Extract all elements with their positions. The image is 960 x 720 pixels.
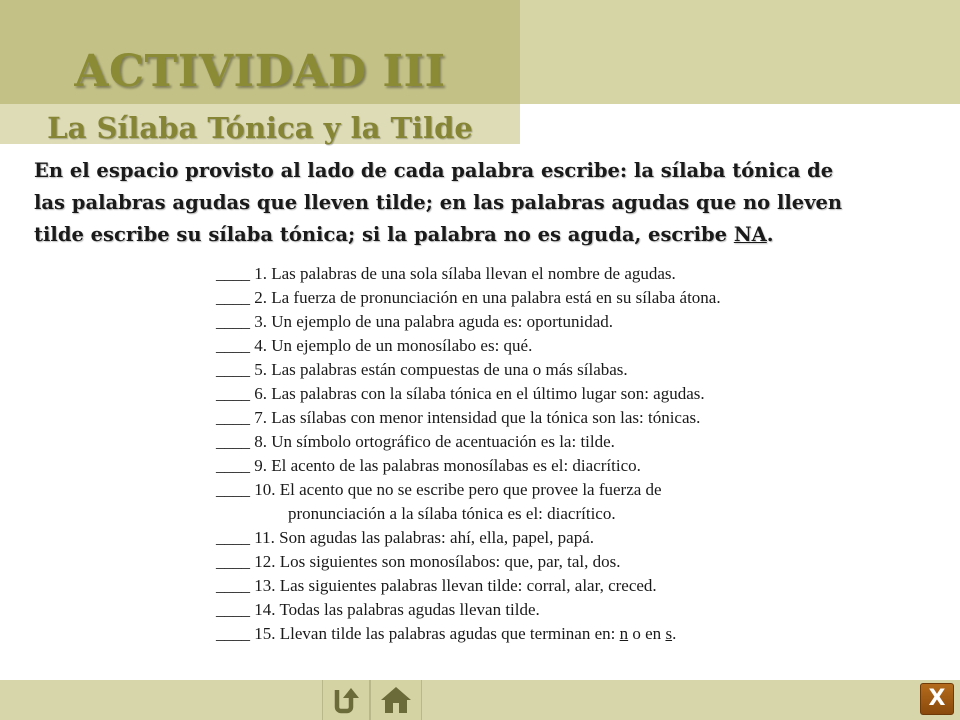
question-item: ____ 12. Los siguientes son monosílabos: que, par, tal, dos. xyxy=(216,552,621,571)
question-item: ____ 7. Las sílabas con menor intensidad que la tónica son las: tónicas. xyxy=(216,408,701,427)
question-item: ____ 3. Un ejemplo de una palabra aguda es: oportunidad. xyxy=(216,312,614,331)
question-item: ____ 14. Todas las palabras agudas llevan tilde. xyxy=(216,600,540,619)
question-item: ____ 10. El acento que no se escribe pero que provee la fuerza de xyxy=(216,480,662,499)
question-15-end: . xyxy=(672,624,677,643)
question-item: ____ 13. Las siguientes palabras llevan tilde: corral, alar, creced. xyxy=(216,576,657,595)
question-item: ____ 1. Las palabras de una sola sílaba llevan el nombre de agudas. xyxy=(216,264,676,283)
question-15-prefix: ____ 15. Llevan tilde las palabras agudas que terminan en: xyxy=(216,624,620,643)
question-item: ____ 6. Las palabras con la sílaba tónica en el último lugar son: agudas. xyxy=(216,384,705,403)
bottom-bar xyxy=(0,680,960,720)
question-15-s: s xyxy=(665,624,673,643)
question-15-n: n xyxy=(619,624,629,643)
instructions xyxy=(34,155,864,251)
page-subtitle: La Sílaba Tónica y la Tilde xyxy=(47,111,473,145)
page-title: ACTIVIDAD III xyxy=(74,46,446,97)
close-icon: X xyxy=(928,686,946,711)
back-button[interactable] xyxy=(322,680,370,720)
question-item: ____ 9. El acento de las palabras monosílabas es el: diacrítico. xyxy=(216,456,641,475)
question-item: ____ 2. La fuerza de pronunciación en una palabra está en su sílaba átona. xyxy=(216,288,721,307)
question-item: ____ 5. Las palabras están compuestas de una o más sílabas. xyxy=(216,360,628,379)
instructions-text: En el espacio provisto al lado de cada palabra escribe: la sílaba tónica de las palabras agudas que lleven tilde; en las palabras agudas que no lleven tilde escribe su sílaba tónica; si la palabra no es aguda, escribe xyxy=(34,159,843,246)
close-button[interactable] xyxy=(920,683,954,715)
home-icon xyxy=(379,685,413,715)
instructions-na: NA xyxy=(733,223,767,246)
return-arrow-icon xyxy=(331,685,361,715)
question-list xyxy=(216,262,916,646)
header-band-right xyxy=(520,0,960,104)
question-item-15 xyxy=(216,622,916,646)
question-15-middle: o en xyxy=(628,624,666,643)
home-button[interactable] xyxy=(370,680,422,720)
question-item: ____ 4. Un ejemplo de un monosílabo es: qué. xyxy=(216,336,533,355)
instructions-end: . xyxy=(766,223,774,246)
question-item: ____ 8. Un símbolo ortográfico de acentuación es la: tilde. xyxy=(216,432,615,451)
question-item: ____ 11. Son agudas las palabras: ahí, ella, papel, papá. xyxy=(216,528,594,547)
question-item-continuation: pronunciación a la sílaba tónica es el: diacrítico. xyxy=(288,504,616,523)
